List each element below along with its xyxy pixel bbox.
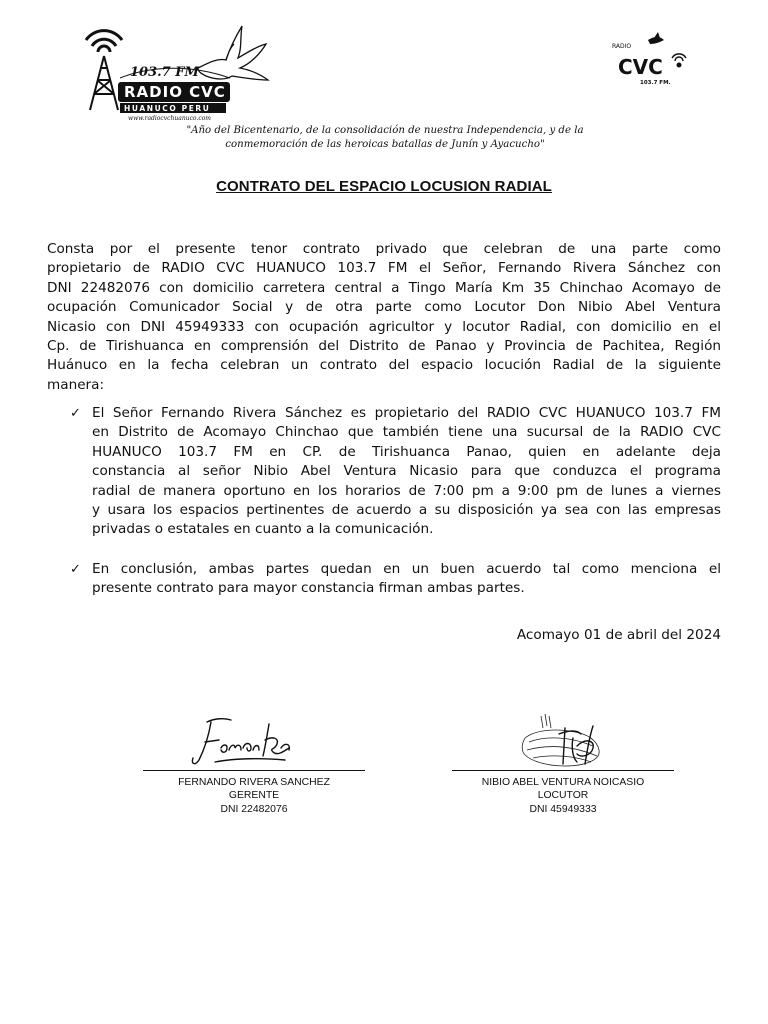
checkmark-icon: ✓ — [70, 406, 81, 421]
intro-paragraph — [47, 240, 721, 395]
logo-city: HUANUCO PERU — [124, 104, 211, 113]
signature-nibio — [515, 708, 610, 772]
list-item — [92, 560, 721, 599]
motto-line: "Año del Bicentenario, de la consolidación de nuestra Independencia, y de la — [186, 125, 584, 136]
signer-role: GERENTE — [228, 790, 280, 802]
right-logo-radio: RADIO — [612, 43, 632, 50]
radio-cvc-small-logo — [610, 32, 695, 90]
item-line: radial de manera oportuno en los horarios de 7:00 pm a 9:00 pm de lunes a viernes — [92, 482, 721, 499]
logo-frequency: 103.7 FM — [130, 65, 199, 80]
motto-line: conmemoración de las heroicas batallas de Junín y Ayacucho" — [225, 139, 545, 150]
bird-icon — [648, 32, 664, 44]
intro-line: manera: — [47, 376, 105, 393]
signer-name: NIBIO ABEL VENTURA NOICASIO — [481, 777, 645, 788]
year-motto — [150, 124, 620, 152]
intro-line: propietario de RADIO CVC HUANUCO 103.7 FM el Señor, Fernando Rivera Sánchez con — [47, 260, 721, 277]
date-line: Acomayo 01 de abril del 2024 — [516, 627, 721, 643]
intro-line: Consta por el presente tenor contrato privado que celebran de una parte como — [47, 241, 721, 257]
intro-line: ocupación Comunicador Social y de otra parte como Locutor Don Nibio Abel Ventura — [47, 299, 721, 316]
signer-role: LOCUTOR — [537, 790, 589, 802]
item-line: y usara los espacios pertinentes de acuerdo a su disposición ya sea con las empresas — [92, 502, 721, 519]
signature-fernando — [185, 712, 300, 772]
document-title: CONTRATO DEL ESPACIO LOCUSION RADIAL — [216, 178, 552, 195]
right-logo-frequency: 103.7 FM. — [640, 80, 671, 86]
signer-name: FERNANDO RIVERA SANCHEZ — [178, 777, 330, 788]
tower-icon — [90, 56, 118, 110]
signer-dni: DNI 45949333 — [529, 803, 597, 815]
item-line: En conclusión, ambas partes quedan en un buen acuerdo tal como menciona el — [92, 561, 721, 577]
signer-dni: DNI 22482076 — [220, 803, 288, 815]
item-line: HUANUCO 103.7 FM en CP. de Tirishuanca Panao, quien en adelante deja — [92, 443, 721, 460]
intro-line: Nicasio con DNI 45949333 con ocupación agricultor y locutor Radial, con domicilio en el — [47, 318, 721, 335]
item-line: constancia al señor Nibio Abel Ventura Nicasio para que conduzca el programa — [92, 463, 721, 480]
item-line: privadas o estatales en cuanto a la comunicación. — [92, 521, 434, 538]
logo-name: RADIO CVC — [124, 83, 226, 101]
radio-cvc-logo — [80, 18, 280, 123]
list-item — [92, 404, 721, 540]
signature-line — [452, 770, 674, 771]
stamp-scribble — [522, 714, 599, 766]
item-line: en Distrito de Acomayo Chinchao que también tiene una sucursal de la RADIO CVC — [92, 424, 721, 441]
intro-line: Huánuco en la fecha celebran un contrato del espacio locución Radial de la siguiente — [47, 357, 721, 374]
signal-icon — [672, 54, 686, 67]
intro-line: Cp. de Tirishuanca en comprensión del Distrito de Panao y Provincia de Pachitea, Región — [47, 338, 721, 355]
checkmark-icon: ✓ — [70, 562, 81, 577]
signature-block-owner — [143, 770, 365, 816]
intro-line: DNI 22482076 con domicilio carretera central a Tingo María Km 35 Chinchao Acomayo de — [47, 279, 721, 296]
item-line: El Señor Fernando Rivera Sánchez es propietario del RADIO CVC HUANUCO 103.7 FM — [92, 405, 721, 421]
logo-website: www.radiocvchuanuco.com — [128, 115, 212, 122]
signature-block-announcer — [452, 770, 674, 816]
right-logo-name: CVC — [618, 55, 663, 79]
broadcast-icon — [86, 31, 122, 52]
signature-line — [143, 770, 365, 771]
item-line: presente contrato para mayor constancia firman ambas partes. — [92, 580, 525, 597]
